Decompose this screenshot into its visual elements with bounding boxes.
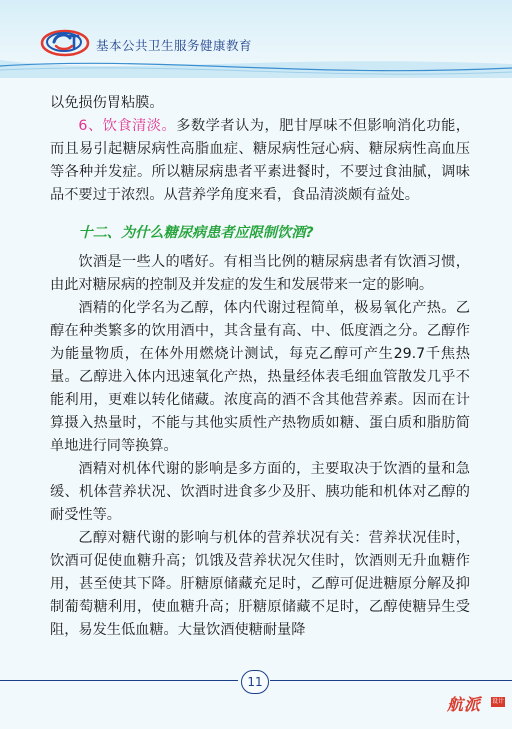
paragraph-alcohol-chemistry: 酒精的化学名为乙醇，体内代谢过程简单，极易氧化产热。乙醇在种类繁多的饮用酒中，其含量有高、中、低度酒之分。乙醇作为能量物质，在体外用燃烧计测试，每克乙醇可产生29.7千焦热量。乙醇进入体内迅速氧化产热，热量经体表毛细血管散发几乎不能利用，更难以转化储藏。浓度高的酒不含其他营养素。因而在计算摄入热量时，不能与其他实质性产热物质如糖、蛋白质和脂肪简单地进行同等换算。 — [50, 300, 470, 454]
paragraph-continuation: 以免损伤胃粘膜。 — [50, 95, 164, 111]
health-education-logo-icon — [40, 26, 90, 58]
paragraph-alcohol-metabolism: 酒精对机体代谢的影响是多方面的，主要取决于饮酒的量和急缓、机体营养状况、饮酒时进食多少及肝、胰功能和机体对乙醇的耐受性等。 — [50, 461, 470, 523]
paragraph-sugar-metabolism: 乙醇对糖代谢的影响与机体的营养状况有关：营养状况佳时，饮酒可促使血糖升高；饥饿及营养状况欠佳时，饮酒则无升血糖作用，甚至使其下降。肝糖原储藏充足时，乙醇可促进糖原分解及抑制葡萄糖利用，使血糖升高；肝糖原储藏不足时，乙醇使糖异生受阻，易发生低血糖。大量饮酒使糖耐量降 — [50, 530, 470, 638]
paragraph-drinking-habit: 饮酒是一些人的嗜好。有相当比例的糖尿病患者有饮酒习惯，由此对糖尿病的控制及并发症的发生和发展带来一定的影响。 — [50, 254, 470, 293]
brand-tag: 设计 — [491, 698, 504, 705]
page-header — [0, 0, 512, 78]
section-heading: 十二、为什么糖尿病患者应限制饮酒? — [78, 225, 314, 241]
article-body — [50, 92, 470, 642]
brand-logo: 航派 — [447, 695, 482, 714]
item-label-diet-light: 6、饮食清淡。 — [78, 118, 177, 134]
paragraph-diet-light-text: 多数学者认为，肥甘厚味不但影响消化功能，而且易引起糖尿病性高脂血症、糖尿病性冠心病、糖尿病性高血压等各种并发症。所以糖尿病患者平素进餐时，不要过食油腻，调味品不要过于浓烈。从营养学角度来看，食品清淡颇有益处。 — [50, 118, 470, 203]
paragraph-diet-light — [50, 115, 470, 207]
header-title: 基本公共卫生服务健康教育 — [96, 38, 253, 53]
page-number: 11 — [241, 670, 269, 694]
